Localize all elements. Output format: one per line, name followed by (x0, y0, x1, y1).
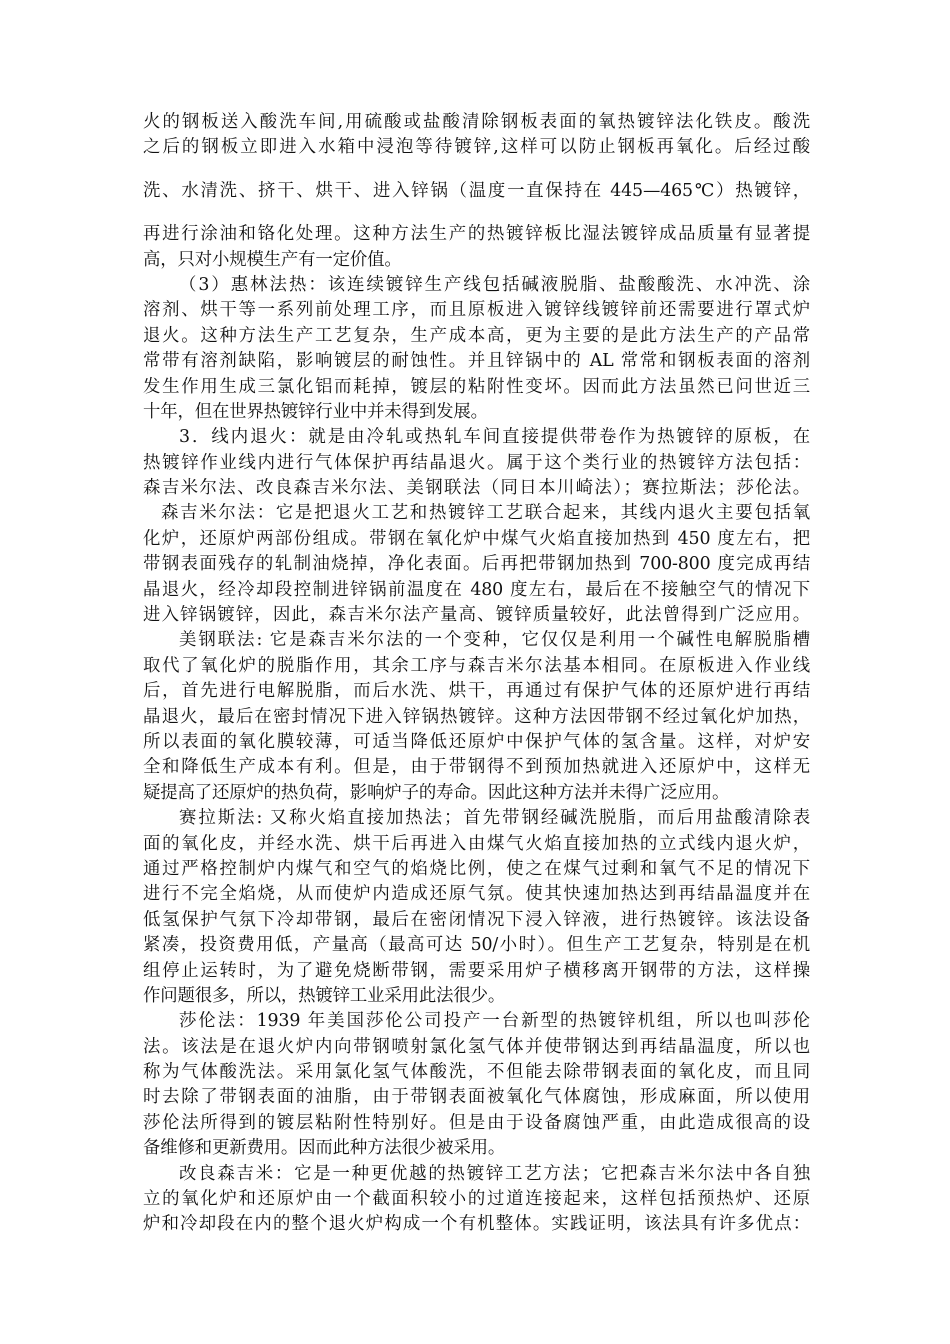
text-line: 炉和冷却段在内的整个退火炉构成一个有机整体。实践证明，该法具有许多优点： (143, 1214, 810, 1235)
text-line: 后，首先进行电解脱脂，而后水洗、烘干，再通过有保护气体的还原炉进行再结 (143, 681, 810, 702)
text-line: 疑提高了还原炉的热负荷，影响炉子的寿命。因此这种方法并未得广泛应用。 (143, 782, 730, 803)
text-line: 全和降低生产成本有利。但是，由于带钢得不到预加热就进入还原炉中，这样无 (143, 757, 810, 778)
text-line: 进入锌锅镀锌，因此，森吉米尔法产量高、镀锌质量较好，此法曾得到广泛应用。 (143, 605, 810, 626)
text-line: 进行不完全焰烧，从而使炉内造成还原气氛。使其快速加热达到再结晶温度并在 (143, 884, 810, 905)
text-line: 作问题很多，所以，热镀锌工业采用此法很少。 (143, 985, 506, 1006)
text-line: 常带有溶剂缺陷，影响镀层的耐蚀性。并且锌锅中的 AL 常常和钢板表面的溶剂 (143, 351, 810, 372)
text-line: 带钢表面残存的轧制油烧掉，净化表面。后再把带钢加热到 700-800 度完成再结 (143, 554, 810, 575)
text-line: 洗、水清洗、挤干、烘干、进入锌锅（温度一直保持在 445—465℃）热镀锌， (143, 180, 810, 201)
text-line: （3）惠林法热：该连续镀锌生产线包括碱液脱脂、盐酸酸洗、水冲洗、涂 (179, 274, 810, 295)
text-line: 退火。这种方法生产工艺复杂，生产成本高，更为主要的是此方法生产的产品常 (143, 325, 810, 346)
text-line: 十年，但在世界热镀锌行业中并未得到发展。 (143, 401, 488, 422)
text-line: 备维修和更新费用。因而此种方法很少被采用。 (143, 1138, 506, 1159)
text-line: 3．线内退火：就是由冷轧或热轧车间直接提供带卷作为热镀锌的原板，在 (179, 427, 810, 448)
text-line: 所以表面的氧化膜较薄，可适当降低还原炉中保护气体的氢含量。这样，对炉安 (143, 731, 810, 752)
text-line: 晶退火，最后在密封情况下进入锌锅热镀锌。这种方法因带钢不经过氧化炉加热， (143, 706, 810, 727)
text-line: 森吉米尔法、改良森吉米尔法、美钢联法（同日本川崎法）；赛拉斯法；莎伦法。 (143, 478, 810, 499)
text-line: 称为气体酸洗法。采用氯化氢气体酸洗，不但能去除带钢表面的氧化皮，而且同 (143, 1062, 810, 1083)
text-line: 取代了氧化炉的脱脂作用，其余工序与森吉米尔法基本相同。在原板进入作业线 (143, 655, 810, 676)
text-line: 发生作用生成三氯化铝而耗掉，镀层的粘附性变坏。因而此方法虽然已问世近三 (143, 376, 810, 397)
text-line: 热镀锌作业线内进行气体保护再结晶退火。属于这个类行业的热镀锌方法包括： (143, 452, 810, 473)
text-line: 化炉，还原炉两部份组成。带钢在氧化炉中煤气火焰直接加热到 450 度左右，把 (143, 528, 810, 549)
text-line: 紧凑，投资费用低，产量高（最高可达 50/小时）。但生产工艺复杂，特别是在机 (143, 935, 810, 956)
text-line: 改良森吉米：它是一种更优越的热镀锌工艺方法；它把森吉米尔法中各自独 (179, 1163, 810, 1184)
text-line: 面的氧化皮，并经水洗、烘干后再进入由煤气火焰直接加热的立式线内退火炉， (143, 833, 810, 854)
text-line: 森吉米尔法：它是把退火工艺和热镀锌工艺联合起来，其线内退火主要包括氧 (161, 503, 810, 524)
text-line: 火的钢板送入酸洗车间,用硫酸或盐酸清除钢板表面的氧热镀锌法化铁皮。酸洗 (143, 112, 810, 132)
text-line: 赛拉斯法: 又称火焰直接加热法；首先带钢经碱洗脱脂，而后用盐酸清除表 (179, 808, 810, 829)
document-page (143, 110, 810, 1238)
text-line: 低氢保护气氛下冷却带钢，最后在密闭情况下浸入锌液，进行热镀锌。该法设备 (143, 909, 810, 930)
text-line: 再进行涂油和铬化处理。这种方法生产的热镀锌板比湿法镀锌成品质量有显著提 (143, 224, 810, 245)
text-line: 通过严格控制炉内煤气和空气的焰烧比例，使之在煤气过剩和氧气不足的情况下 (143, 858, 810, 879)
text-line: 莎伦法所得到的镀层粘附性特别好。但是由于设备腐蚀严重，由此造成很高的设 (143, 1112, 810, 1133)
text-line: 美钢联法: 它是森吉米尔法的一个变种，它仅仅是利用一个碱性电解脱脂槽 (179, 630, 810, 651)
text-line: 溶剂、烘干等一系列前处理工序，而且原板进入镀锌线镀锌前还需要进行罩式炉 (143, 300, 810, 321)
text-line: 莎伦法：1939 年美国莎伦公司投产一台新型的热镀锌机组，所以也叫莎伦 (179, 1011, 810, 1032)
text-line: 时去除了带钢表面的油脂，由于带钢表面被氧化气体腐蚀，形成麻面，所以使用 (143, 1087, 810, 1108)
text-line: 高，只对小规模生产有一定价值。 (143, 249, 402, 270)
text-line: 组停止运转时，为了避免烧断带钢，需要采用炉子横移离开钢带的方法，这样操 (143, 960, 810, 981)
text-line: 法。该法是在退火炉内向带钢喷射氯化氢气体并使带钢达到再结晶温度，所以也 (143, 1036, 810, 1057)
text-line: 之后的钢板立即进入水箱中浸泡等待镀锌,这样可以防止钢板再氧化。后经过酸 (143, 137, 810, 158)
text-line: 立的氧化炉和还原炉由一个截面积较小的过道连接起来，这样包括预热炉、还原 (143, 1189, 810, 1210)
text-line: 晶退火，经冷却段控制进锌锅前温度在 480 度左右，最后在不接触空气的情况下 (143, 579, 810, 600)
